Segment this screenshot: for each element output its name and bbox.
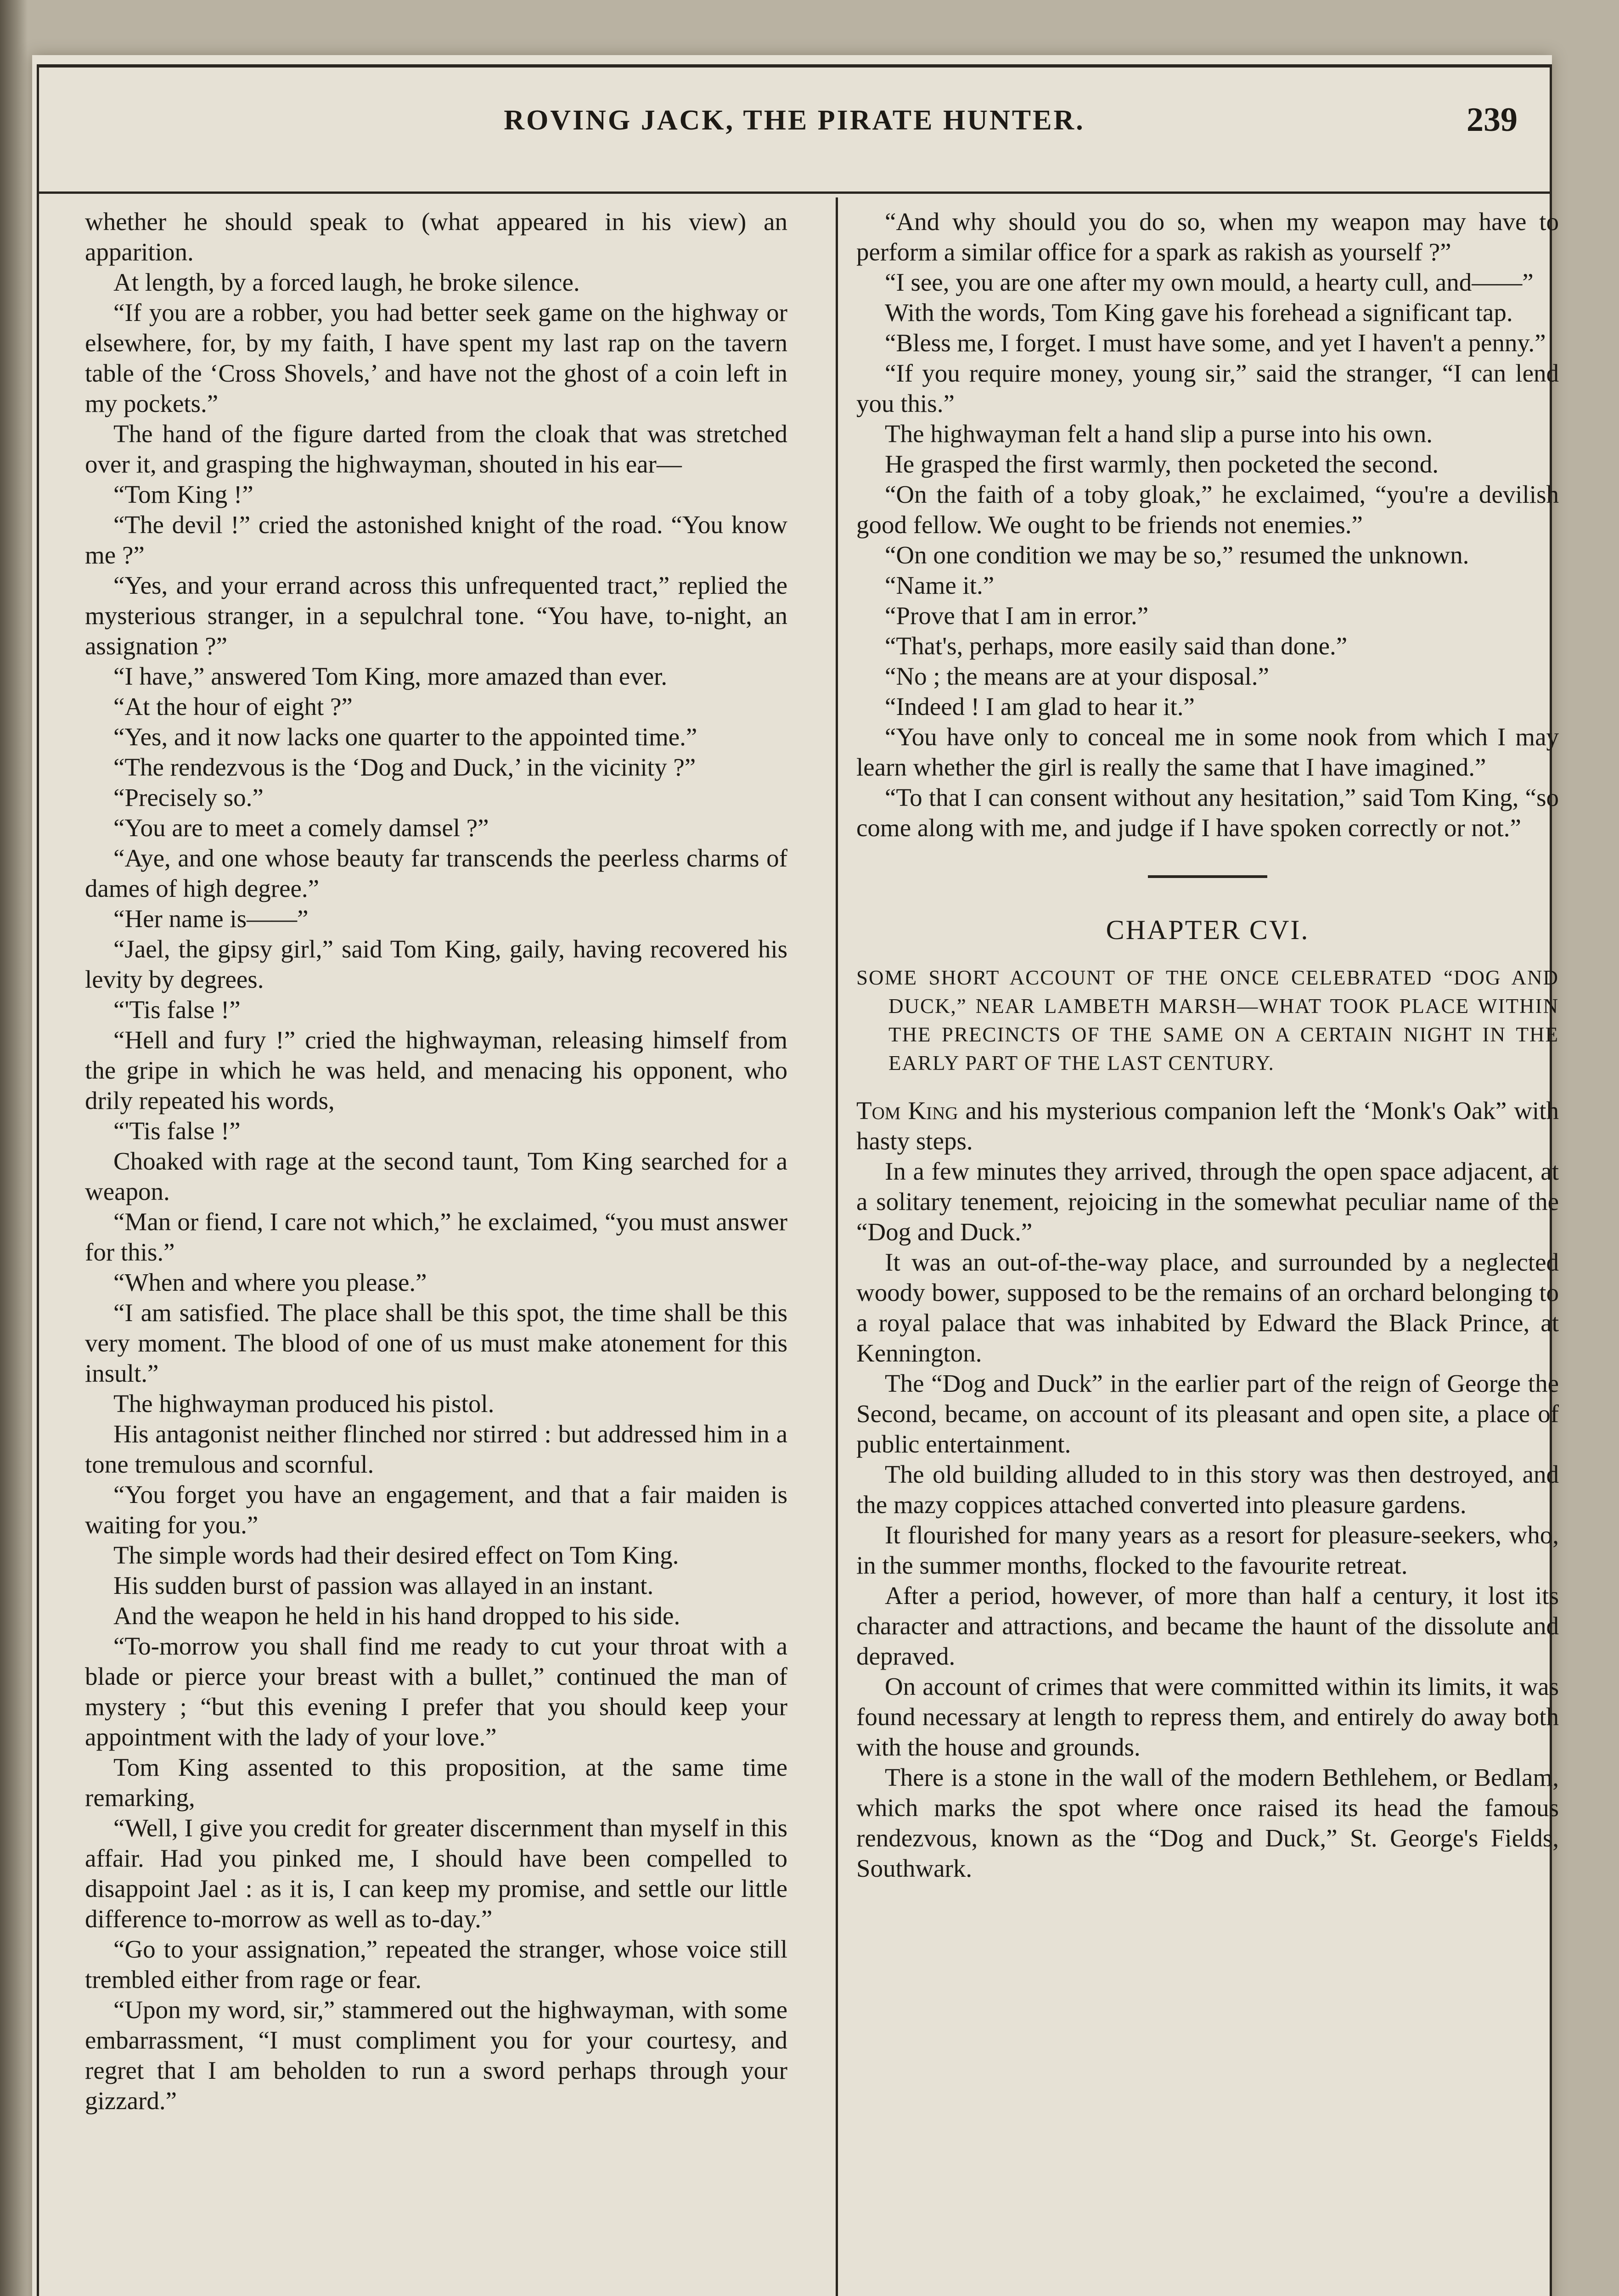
paragraph: It was an out-of-the-way place, and surrounded by a neglected woody bower, supposed to be the remains of an orchard belonging to a royal palace that was inhabited by Edward the Black Prince, at Kennington. (856, 1248, 1559, 1367)
running-title: ROVING JACK, THE PIRATE HUNTER. (504, 105, 1085, 136)
section-rule (1148, 875, 1267, 878)
paragraph: The highwayman produced his pistol. (113, 1390, 495, 1418)
paragraph: “I am satisfied. The place shall be this spot, the time shall be this very moment. The blood of one of us must make atonement for this insult.” (85, 1299, 787, 1387)
paragraph: At length, by a forced laugh, he broke silence. (113, 268, 580, 296)
paragraph: “You have only to conceal me in some nook from which I may learn whether the girl is really the same that I have imagined.” (856, 723, 1559, 781)
paragraph: “On one condition we may be so,” resumed the unknown. (885, 541, 1469, 569)
paragraph: “'Tis false !” (113, 1117, 241, 1145)
paragraph: There is a stone in the wall of the modern Bethlehem, or Bedlam, which marks the spot where once raised its head the famous rendezvous, known as the “Dog and Duck,” St. George's Fields, Southwark. (856, 1763, 1559, 1882)
paragraph: After a period, however, of more than half a century, it lost its character and attractions, and became the haunt of the dissolute and depraved. (856, 1581, 1559, 1670)
paragraph: The hand of the figure darted from the cloak that was stretched over it, and grasping the highwayman, shouted in his ear— (85, 420, 787, 478)
paragraph: “When and where you please.” (113, 1268, 427, 1296)
paragraph: On account of crimes that were committed within its limits, it was found necessary at length to repress them, and entirely do away both with the house and grounds. (856, 1672, 1559, 1761)
left-column (85, 207, 787, 2116)
paragraph: “Well, I give you credit for greater discernment than myself in this affair. Had you pinked me, I should have been compelled to disappoint Jael : as it is, I can keep my promise, and settle our little difference to-morrow as well as to-day.” (85, 1814, 787, 1933)
paragraph: The simple words had their desired effect on Tom King. (113, 1541, 679, 1569)
paragraph: “On the faith of a toby gloak,” he exclaimed, “you're a devilish good fellow. We ought to be friends not enemies.” (856, 480, 1559, 539)
paragraph: “'Tis false !” (113, 996, 241, 1024)
chapter-opening-lead: Tom King (856, 1097, 958, 1125)
page-frame (37, 64, 1559, 2296)
paragraph: In a few minutes they arrived, through the open space adjacent, at a solitary tenement, rejoicing in the somewhat peculiar name of the “Dog and Duck.” (856, 1157, 1559, 1246)
paragraph: “If you require money, young sir,” said the stranger, “I can lend you this.” (856, 359, 1559, 417)
paragraph: “Man or fiend, I care not which,” he exclaimed, “you must answer for this.” (85, 1208, 787, 1266)
paragraph: It flourished for many years as a resort for pleasure-seekers, who, in the summer months, flocked to the favourite retreat. (856, 1521, 1559, 1579)
paragraph: “Yes, and it now lacks one quarter to the appointed time.” (113, 723, 697, 751)
paragraph: “Bless me, I forget. I must have some, and yet I haven't a penny.” (885, 329, 1546, 357)
paragraph: And the weapon he held in his hand dropped to his side. (113, 1602, 680, 1630)
paragraph: “Prove that I am in error.” (885, 602, 1149, 630)
paragraph: He grasped the first warmly, then pocketed the second. (885, 450, 1439, 478)
chapter-heading: CHAPTER CVI. (1106, 915, 1310, 945)
paragraph: “Her name is——” (113, 905, 309, 933)
page-number: 239 (1467, 101, 1518, 139)
page-header (39, 64, 1550, 194)
paragraph: “Aye, and one whose beauty far transcends the peerless charms of dames of high degree.” (85, 844, 787, 902)
chapter-opening-text: and his mysterious companion left the ‘Monk's Oak” with hasty steps. (856, 1097, 1559, 1155)
paragraph: “To that I can consent without any hesitation,” said Tom King, “so come along with me, and judge if I have spoken correctly or not.” (856, 783, 1559, 842)
column-divider (836, 197, 838, 2296)
right-column-narrative (856, 1156, 1559, 1884)
paragraph: “Indeed ! I am glad to hear it.” (885, 692, 1195, 720)
paragraph: “If you are a robber, you had better seek game on the highway or elsewhere, for, by my faith, I have spent my last rap on the tavern table of the ‘Cross Shovels,’ and have not the ghost of a coin left in my pockets.” (85, 298, 787, 417)
paragraph: With the words, Tom King gave his forehead a significant tap. (885, 298, 1513, 326)
paragraph: “At the hour of eight ?” (113, 692, 353, 720)
paragraph: “To-morrow you shall find me ready to cut your throat with a blade or pierce your breast with a bullet,” continued the man of mystery ; “but this evening I prefer that you should keep your appointment with the lady of your love.” (85, 1632, 787, 1751)
paragraph: The old building alluded to in this story was then destroyed, and the mazy coppices attached converted into pleasure gardens. (856, 1460, 1559, 1519)
paragraph: “The rendezvous is the ‘Dog and Duck,’ in the vicinity ?” (113, 753, 696, 781)
paragraph: “Hell and fury !” cried the highwayman, releasing himself from the gripe in which he was held, and menacing his opponent, who drily repeated his words, (85, 1026, 787, 1114)
paragraph: “Tom King !” (113, 480, 253, 508)
paragraph: “Yes, and your errand across this unfrequented tract,” replied the mysterious stranger, in a sepulchral tone. “You have, to-night, an assignation ?” (85, 571, 787, 660)
paragraph: “Name it.” (885, 571, 995, 599)
chapter-opening-paragraph (856, 1096, 1559, 1156)
paragraph: Choaked with rage at the second taunt, Tom King searched for a weapon. (85, 1147, 787, 1205)
paragraph: Tom King assented to this proposition, at the same time remarking, (85, 1753, 787, 1812)
paragraph: “That's, perhaps, more easily said than done.” (885, 632, 1348, 660)
chapter-summary: SOME SHORT ACCOUNT OF THE ONCE CELEBRATED “DOG AND DUCK,” NEAR LAMBETH MARSH—WHAT TOOK PLACE WITHIN THE PRECINCTS OF THE SAME ON A CERTAIN NIGHT IN THE EARLY PART OF THE LAST CENTURY. (856, 966, 1559, 1075)
right-column (856, 207, 1559, 1884)
paragraph: His antagonist neither flinched nor stirred : but addressed him in a tone tremulous and scornful. (85, 1420, 787, 1478)
paragraph: “I have,” answered Tom King, more amazed than ever. (113, 662, 668, 690)
paragraph: “Jael, the gipsy girl,” said Tom King, gaily, having recovered his levity by degrees. (85, 935, 787, 993)
paragraph: “I see, you are one after my own mould, a hearty cull, and——” (885, 268, 1534, 296)
book-page (32, 55, 1559, 2296)
paragraph: The “Dog and Duck” in the earlier part of the reign of George the Second, became, on account of its pleasant and open site, a place of public entertainment. (856, 1369, 1559, 1458)
book-spine (0, 0, 28, 2296)
paragraph: whether he should speak to (what appeared in his view) an apparition. (85, 208, 787, 266)
paragraph: “The devil !” cried the astonished knight of the road. “You know me ?” (85, 511, 787, 569)
paragraph: “No ; the means are at your disposal.” (885, 662, 1269, 690)
paragraph: The highwayman felt a hand slip a purse into his own. (885, 420, 1433, 448)
paragraph: “Go to your assignation,” repeated the stranger, whose voice still trembled either from rage or fear. (85, 1935, 787, 1993)
paragraph: “And why should you do so, when my weapon may have to perform a similar office for a spark as rakish as yourself ?” (856, 208, 1559, 266)
paragraph: “Precisely so.” (113, 783, 264, 811)
paragraph: His sudden burst of passion was allayed in an instant. (113, 1571, 654, 1599)
paragraph: “You are to meet a comely damsel ?” (113, 814, 489, 842)
paragraph: “Upon my word, sir,” stammered out the highwayman, with some embarrassment, “I must compliment you for your courtesy, and regret that I am beholden to run a sword perhaps through your gizzard.” (85, 1996, 787, 2115)
paragraph: “You forget you have an engagement, and that a fair maiden is waiting for you.” (85, 1480, 787, 1539)
right-column-dialogue (856, 207, 1559, 843)
